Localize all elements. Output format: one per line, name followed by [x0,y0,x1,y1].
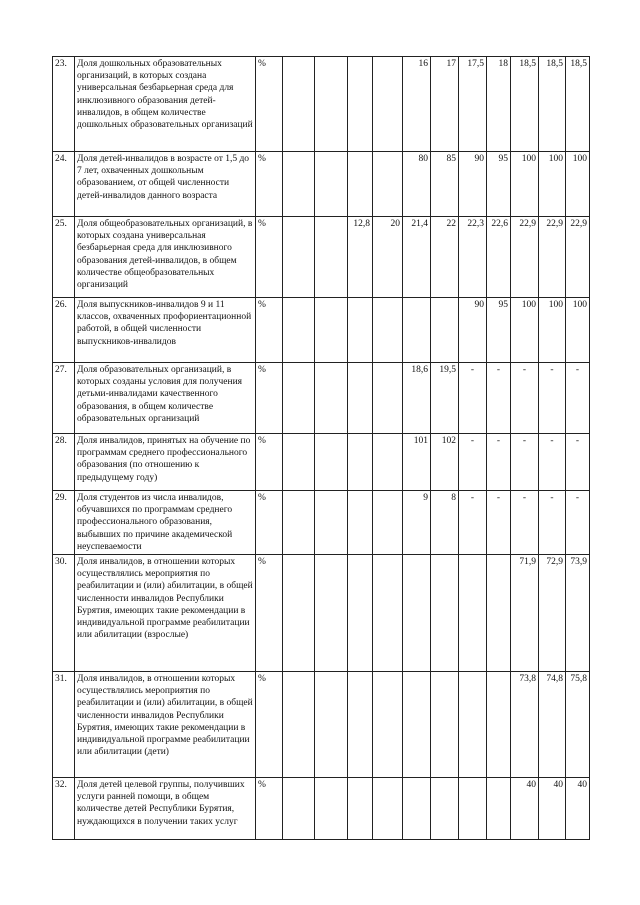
table-row [53,491,590,555]
value-cell: 101 [403,434,431,491]
unit-cell: % [256,491,283,555]
table-row [53,672,590,778]
unit-cell: % [256,217,283,298]
value-cell [315,152,348,217]
value-cell [487,778,511,840]
row-number: 26. [53,298,75,363]
value-cell [348,152,373,217]
value-cell: 17,5 [459,57,487,152]
indicator-name: Доля дошкольных образовательных организаций, в которых создана универсальная безбарьерная среда для инклюзивного образования детей-инвалидов, в общем количестве дошкольных образовательных организаций [75,57,256,152]
value-cell [459,555,487,672]
value-cell: - [511,363,539,434]
value-cell: 22 [431,217,459,298]
value-cell [431,672,459,778]
value-cell [315,491,348,555]
value-cell: 80 [403,152,431,217]
value-cell: 71,9 [511,555,539,672]
empty-cell [283,57,315,152]
value-cell: 73,9 [566,555,590,672]
value-cell [431,298,459,363]
value-cell [373,57,403,152]
table-row [53,363,590,434]
value-cell: 100 [511,298,539,363]
value-cell: 40 [566,778,590,840]
value-cell: - [566,363,590,434]
value-cell: - [566,434,590,491]
value-cell: - [459,434,487,491]
value-cell [373,672,403,778]
indicators-table [52,56,590,840]
value-cell: - [459,363,487,434]
value-cell [315,434,348,491]
value-cell [315,672,348,778]
empty-cell [283,434,315,491]
value-cell: 18,5 [566,57,590,152]
value-cell: - [487,491,511,555]
indicator-name: Доля инвалидов, принятых на обучение по программам среднего профессионального образования (по отношению к предыдущему году) [75,434,256,491]
value-cell: 100 [511,152,539,217]
value-cell: 40 [511,778,539,840]
table-row [53,555,590,672]
unit-cell: % [256,778,283,840]
row-number: 24. [53,152,75,217]
unit-cell: % [256,57,283,152]
value-cell: 22,3 [459,217,487,298]
value-cell: - [459,491,487,555]
empty-cell [283,778,315,840]
unit-cell: % [256,434,283,491]
value-cell [315,217,348,298]
value-cell: - [487,363,511,434]
value-cell: - [511,491,539,555]
value-cell: 95 [487,298,511,363]
row-number: 29. [53,491,75,555]
value-cell [373,434,403,491]
value-cell: - [539,363,566,434]
value-cell: 100 [539,298,566,363]
indicator-name: Доля детей целевой группы, получивших услуги ранней помощи, в общем количестве детей Республики Бурятия, нуждающихся в получении таких услуг [75,778,256,840]
value-cell: 19,5 [431,363,459,434]
unit-cell: % [256,555,283,672]
value-cell [348,298,373,363]
empty-cell [283,152,315,217]
value-cell: 74,8 [539,672,566,778]
indicator-name: Доля студентов из числа инвалидов, обучавшихся по программам среднего профессионального образования, выбывших по причине академической неуспеваемости [75,491,256,555]
row-number: 30. [53,555,75,672]
value-cell [373,298,403,363]
value-cell: 9 [403,491,431,555]
value-cell: 102 [431,434,459,491]
table-row [53,298,590,363]
empty-cell [283,363,315,434]
value-cell [348,778,373,840]
unit-cell: % [256,298,283,363]
value-cell: - [566,491,590,555]
indicator-name: Доля выпускников-инвалидов 9 и 11 классов, охваченных профориентационной работой, в общей численности выпускников-инвалидов [75,298,256,363]
value-cell [315,363,348,434]
value-cell [403,298,431,363]
value-cell: - [539,491,566,555]
value-cell [348,555,373,672]
row-number: 31. [53,672,75,778]
value-cell: 18,6 [403,363,431,434]
value-cell: 72,9 [539,555,566,672]
value-cell [431,778,459,840]
table-row [53,217,590,298]
value-cell: 73,8 [511,672,539,778]
value-cell: 95 [487,152,511,217]
value-cell [373,363,403,434]
value-cell [315,298,348,363]
value-cell: 40 [539,778,566,840]
table-row [53,778,590,840]
value-cell [459,672,487,778]
value-cell: 90 [459,152,487,217]
indicator-name: Доля общеобразовательных организаций, в которых создана универсальная безбарьерная среда для инклюзивного образования детей-инвалидов, в общем количестве общеобразовательных организаций [75,217,256,298]
value-cell [348,672,373,778]
value-cell: 21,4 [403,217,431,298]
value-cell: - [539,434,566,491]
value-cell [403,778,431,840]
value-cell [431,555,459,672]
indicator-name: Доля инвалидов, в отношении которых осуществлялись мероприятия по реабилитации и (или) абилитации, в общей численности инвалидов Республики Бурятия, имеющих такие рекомендации в индивидуальной программе реабилитации или абилитации (взрослые) [75,555,256,672]
value-cell: 20 [373,217,403,298]
empty-cell [283,491,315,555]
empty-cell [283,555,315,672]
value-cell [403,672,431,778]
value-cell [459,778,487,840]
value-cell: 8 [431,491,459,555]
value-cell [348,491,373,555]
row-number: 23. [53,57,75,152]
value-cell: 18,5 [539,57,566,152]
indicator-name: Доля детей-инвалидов в возрасте от 1,5 до 7 лет, охваченных дошкольным образованием, от общей численности детей-инвалидов данного возраста [75,152,256,217]
indicator-name: Доля образовательных организаций, в которых созданы условия для получения детьми-инвалидами качественного образования, в общем количестве образовательных организаций [75,363,256,434]
value-cell: 90 [459,298,487,363]
value-cell [348,434,373,491]
unit-cell: % [256,363,283,434]
value-cell [403,555,431,672]
value-cell: 22,6 [487,217,511,298]
value-cell: 18,5 [511,57,539,152]
empty-cell [283,672,315,778]
row-number: 32. [53,778,75,840]
value-cell: - [487,434,511,491]
unit-cell: % [256,672,283,778]
value-cell: 85 [431,152,459,217]
value-cell [315,555,348,672]
value-cell [373,555,403,672]
value-cell [315,778,348,840]
value-cell: 16 [403,57,431,152]
value-cell [348,363,373,434]
value-cell: 17 [431,57,459,152]
row-number: 27. [53,363,75,434]
value-cell: 22,9 [511,217,539,298]
indicator-name: Доля инвалидов, в отношении которых осуществлялись мероприятия по реабилитации и (или) абилитации, в общей численности инвалидов Республики Бурятия, имеющих такие рекомендации в индивидуальной программе реабилитации или абилитации (дети) [75,672,256,778]
empty-cell [283,217,315,298]
table-row [53,434,590,491]
value-cell: 22,9 [566,217,590,298]
value-cell: 12,8 [348,217,373,298]
value-cell: 100 [539,152,566,217]
value-cell [315,57,348,152]
value-cell: 22,9 [539,217,566,298]
row-number: 25. [53,217,75,298]
value-cell: - [511,434,539,491]
value-cell: 75,8 [566,672,590,778]
value-cell [373,491,403,555]
empty-cell [283,298,315,363]
value-cell [373,152,403,217]
table-row [53,57,590,152]
row-number: 28. [53,434,75,491]
value-cell: 18 [487,57,511,152]
value-cell [373,778,403,840]
unit-cell: % [256,152,283,217]
table-body [53,57,590,840]
table-row [53,152,590,217]
value-cell: 100 [566,298,590,363]
value-cell: 100 [566,152,590,217]
value-cell [487,555,511,672]
value-cell [348,57,373,152]
value-cell [487,672,511,778]
